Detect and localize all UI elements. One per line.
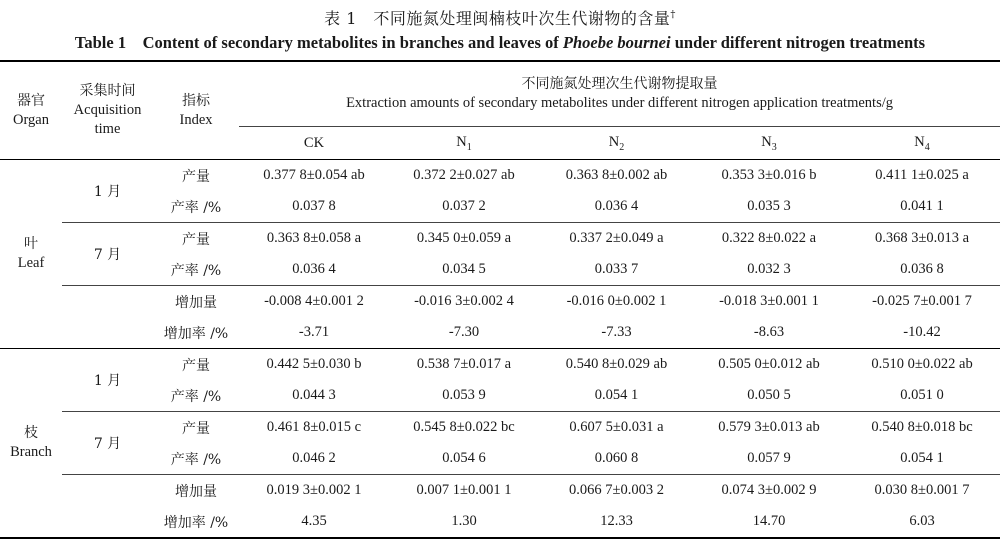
table-cell: 0.510 0±0.022 ab <box>871 356 973 372</box>
header-organ: 器官 Organ <box>0 61 62 160</box>
table-cell: 0.363 8±0.002 ab <box>565 167 668 183</box>
index-label: 产率 /% <box>153 380 239 412</box>
table-cell: 0.377 8±0.054 ab <box>263 167 365 183</box>
table-cell: 0.037 2 <box>389 191 539 223</box>
table-cell: 0.057 9 <box>694 443 844 475</box>
table-cell: 0.054 1 <box>539 380 694 412</box>
table-cell: 0.050 5 <box>694 380 844 412</box>
table-cell: -7.30 <box>389 317 539 349</box>
branch-time-jan: 1 月 <box>62 349 153 412</box>
table-cell: 0.074 3±0.002 9 <box>721 482 817 498</box>
table-cell: 0.032 3 <box>694 254 844 286</box>
index-label: 产率 /% <box>153 191 239 223</box>
table-cell: 0.545 8±0.022 bc <box>413 419 515 435</box>
species-name: Phoebe bournei <box>562 33 671 52</box>
table-cell: 6.03 <box>844 506 1000 538</box>
table-cell: 0.442 5±0.030 b <box>266 356 362 372</box>
header-index: 指标 Index <box>153 61 239 160</box>
table-row <box>0 286 1000 318</box>
table-cell: 0.060 8 <box>539 443 694 475</box>
table-title-cn: 表 1 不同施氮处理闽楠枝叶次生代谢物的含量† <box>324 9 676 28</box>
branch-time-jul: 7 月 <box>62 412 153 475</box>
index-label: 增加率 /% <box>153 317 239 349</box>
table-cell: 0.036 4 <box>239 254 389 286</box>
table-cell: 0.044 3 <box>239 380 389 412</box>
table-cell: 0.461 8±0.015 c <box>266 419 362 435</box>
table-cell: 4.35 <box>239 506 389 538</box>
index-label: 产量 <box>182 420 210 437</box>
table-cell: 0.066 7±0.003 2 <box>569 482 664 498</box>
index-label: 产量 <box>182 231 210 248</box>
table-cell: 0.035 3 <box>694 191 844 223</box>
table-cell: 0.337 2±0.049 a <box>569 230 664 246</box>
table-title-en: Table 1 Content of secondary metabolites in branches and leaves of Phoebe bournei under different nitrogen treatments <box>74 33 926 52</box>
table-cell: -0.018 3±0.001 1 <box>719 293 819 309</box>
header-n2: $N_2$ <box>539 127 694 160</box>
index-label: 产量 <box>182 168 210 185</box>
dagger-mark: † <box>670 9 676 21</box>
table-cell: -7.33 <box>539 317 694 349</box>
table-cell: 0.345 0±0.059 a <box>416 230 512 246</box>
table-cell: 0.033 7 <box>539 254 694 286</box>
table-cell: 0.007 1±0.001 1 <box>416 482 512 498</box>
table-cell: 1.30 <box>389 506 539 538</box>
table-cell: 0.368 3±0.013 a <box>874 230 970 246</box>
table-cell: 0.372 2±0.027 ab <box>413 167 515 183</box>
table-row <box>0 475 1000 507</box>
table-cell: 0.538 7±0.017 a <box>416 356 512 372</box>
table-row <box>0 349 1000 381</box>
table-cell: 0.041 1 <box>844 191 1000 223</box>
metabolite-table <box>0 60 1000 539</box>
leaf-time-empty <box>62 286 153 349</box>
table-cell: -3.71 <box>239 317 389 349</box>
leaf-time-jan: 1 月 <box>62 160 153 223</box>
table-cell: 0.030 8±0.001 7 <box>874 482 970 498</box>
header-n4: $N_4$ <box>844 127 1000 160</box>
header-n1: $N_1$ <box>389 127 539 160</box>
index-label: 增加率 /% <box>153 506 239 538</box>
table-cell: 0.579 3±0.013 ab <box>718 419 820 435</box>
table-cell: 14.70 <box>694 506 844 538</box>
index-label: 增加量 <box>175 483 217 500</box>
table-cell: -10.42 <box>844 317 1000 349</box>
table-row <box>0 160 1000 192</box>
table-cell: -0.016 3±0.002 4 <box>414 293 514 309</box>
leaf-time-jul: 7 月 <box>62 223 153 286</box>
table-cell: 0.036 8 <box>844 254 1000 286</box>
header-group: 不同施氮处理次生代谢物提取量 Extraction amounts of secondary metabolites under different nitrogen application treatments/g <box>239 61 1000 127</box>
index-label: 产率 /% <box>153 443 239 475</box>
table-cell: -0.008 4±0.001 2 <box>264 293 364 309</box>
organ-leaf: 叶 Leaf <box>0 160 62 349</box>
table-cell: 0.363 8±0.058 a <box>266 230 362 246</box>
table-cell: 0.054 1 <box>844 443 1000 475</box>
table-cell: 0.607 5±0.031 a <box>569 419 664 435</box>
organ-branch: 枝 Branch <box>0 349 62 539</box>
table-row <box>0 223 1000 255</box>
index-label: 产量 <box>182 357 210 374</box>
table-cell: 0.411 1±0.025 a <box>875 167 969 183</box>
branch-time-empty <box>62 475 153 539</box>
table-cell: -0.025 7±0.001 7 <box>872 293 972 309</box>
header-time: 采集时间 Acquisition time <box>62 61 153 160</box>
table-cell: -0.016 0±0.002 1 <box>566 293 667 309</box>
index-label: 增加量 <box>175 294 217 311</box>
table-cell: 0.505 0±0.012 ab <box>718 356 820 372</box>
table-row <box>0 412 1000 444</box>
index-label: 产率 /% <box>153 254 239 286</box>
table-cell: 12.33 <box>539 506 694 538</box>
table-cell: 0.540 8±0.018 bc <box>871 419 973 435</box>
table-cell: 0.051 0 <box>844 380 1000 412</box>
header-ck: CK <box>239 127 389 160</box>
table-cell: 0.054 6 <box>389 443 539 475</box>
table-cell: -8.63 <box>694 317 844 349</box>
table-cell: 0.034 5 <box>389 254 539 286</box>
table-cell: 0.353 3±0.016 b <box>721 167 817 183</box>
table-cell: 0.019 3±0.002 1 <box>266 482 362 498</box>
table-cell: 0.046 2 <box>239 443 389 475</box>
table-cell: 0.053 9 <box>389 380 539 412</box>
header-n3: $N_3$ <box>694 127 844 160</box>
table-cell: 0.322 8±0.022 a <box>721 230 817 246</box>
table-cell: 0.036 4 <box>539 191 694 223</box>
table-cell: 0.540 8±0.029 ab <box>565 356 668 372</box>
table-cell: 0.037 8 <box>239 191 389 223</box>
